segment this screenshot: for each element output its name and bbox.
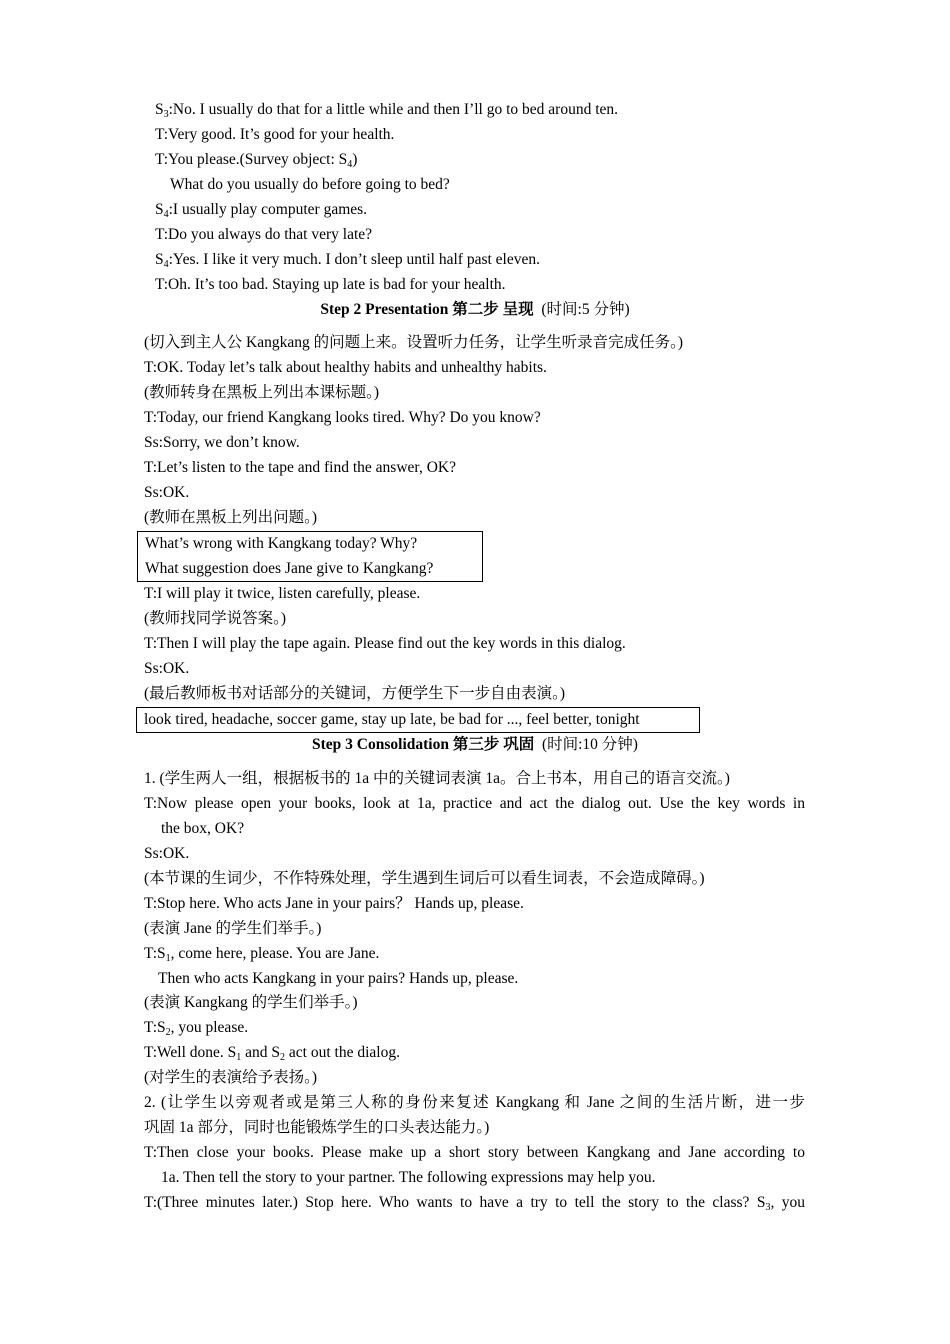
text-line: (切入到主人公 Kangkang 的问题上来。设置听力任务，让学生听录音完成任务。) xyxy=(144,334,684,351)
text-line: T:Then close your books. Please make up a short story between Kangkang and Jane according to xyxy=(144,1144,805,1161)
text-line: T:Now please open your books, look at 1a, practice and act the dialog out. Use the key words in xyxy=(144,795,805,812)
text-line: T:OK. Today let’s talk about healthy habits and unhealthy habits. xyxy=(144,359,547,376)
text-line xyxy=(144,1043,400,1063)
question-line: What’s wrong with Kangkang today? Why? xyxy=(145,535,418,552)
dialog-text: T:S xyxy=(144,945,166,962)
dialog-text: T:You please.(Survey object: S xyxy=(155,151,348,168)
dialog-text: T:S xyxy=(144,1019,166,1036)
dialog-text: ) xyxy=(352,151,358,168)
subscript: 3 xyxy=(163,109,169,120)
text-line: (教师找同学说答案。) xyxy=(144,610,287,627)
text-line: the box, OK? xyxy=(161,820,245,837)
text-line: 1a. Then tell the story to your partner. The following expressions may help you. xyxy=(161,1169,656,1186)
text-line: T:Today, our friend Kangkang looks tired. Why? Do you know? xyxy=(144,409,541,426)
text-line: Ss:OK. xyxy=(144,484,190,501)
dialog-text: T:(Three minutes later.) Stop here. Who wants to have a try to tell the story to the class? S xyxy=(144,1194,766,1211)
text-line: Ss:Sorry, we don’t know. xyxy=(144,434,300,451)
dialog-line: T:Very good. It’s good for your health. xyxy=(155,126,395,143)
dialog-text: :Yes. I like it very much. I don’t sleep until half past eleven. xyxy=(168,251,540,268)
text-line: Ss:OK. xyxy=(144,845,190,862)
question-line: What suggestion does Jane give to Kangkang? xyxy=(145,560,434,577)
step2-heading xyxy=(0,300,950,320)
subscript: 3 xyxy=(765,1202,771,1213)
subscript: 2 xyxy=(165,1027,171,1038)
text-line: (教师转身在黑板上列出本课标题。) xyxy=(144,384,380,401)
dialog-line: $S_3:No$. I usually do that for a little while and then I’ll go to bed around ten. xyxy=(155,101,619,120)
dialog-text: :I usually play computer games. xyxy=(168,201,368,218)
step-title: Step 3 Consolidation 第三步 巩固 xyxy=(312,736,535,753)
dialog-line: $S_4:Yes$. I like it very much. I don’t sleep until half past eleven. xyxy=(155,251,540,270)
step-time: (时间:10 分钟) xyxy=(541,736,638,753)
dialog-text: , you please. xyxy=(170,1019,249,1036)
text-line: (最后教师板书对话部分的关键词，方便学生下一步自由表演。) xyxy=(144,685,566,702)
text-line: (本节课的生词少，不作特殊处理，学生遇到生词后可以看生词表，不会造成障碍。) xyxy=(144,870,705,887)
text-line: T:Then I will play the tape again. Please find out the key words in this dialog. xyxy=(144,635,626,652)
dialog-text: , come here, please. You are Jane. xyxy=(170,945,380,962)
dialog-line: T:Oh. It’s too bad. Staying up late is bad for your health. xyxy=(155,276,506,293)
text-line: (对学生的表演给予表扬。) xyxy=(144,1069,318,1086)
text-line: T:I will play it twice, listen carefully, please. xyxy=(144,585,421,602)
subscript: 4 xyxy=(163,259,169,270)
subscript: 1 xyxy=(165,953,171,964)
subscript: 4 xyxy=(347,159,353,170)
step3-heading xyxy=(0,735,950,755)
text-line: (表演 Kangkang 的学生们举手。) xyxy=(144,994,358,1011)
subscript: 4 xyxy=(163,209,169,220)
text-line: Ss:OK. xyxy=(144,660,190,677)
step-time: (时间:5 分钟) xyxy=(541,301,630,318)
dialog-line: T:Do you always do that very late? xyxy=(155,226,373,243)
text-line: T:Let’s listen to the tape and find the answer, OK? xyxy=(144,459,456,476)
subscript: 1 xyxy=(236,1052,242,1063)
text-line xyxy=(144,1193,805,1213)
step-title: Step 2 Presentation 第二步 呈现 xyxy=(320,301,534,318)
text-line: (表演 Jane 的学生们举手。) xyxy=(144,920,322,937)
text-line: 1. (学生两人一组，根据板书的 1a 中的关键词表演 1a。合上书本，用自己的语言交流。) xyxy=(144,770,730,787)
dialog-text: , you xyxy=(770,1194,805,1211)
text-line xyxy=(144,944,379,964)
dialog-line: What do you usually do before going to bed? xyxy=(170,176,450,193)
dialog-line xyxy=(155,150,357,170)
dialog-text: and S xyxy=(241,1044,281,1061)
text-line xyxy=(144,1018,248,1038)
dialog-text: :No. I usually do that for a little while and then I’ll go to bed around ten. xyxy=(168,101,619,118)
text-line: T:Stop here. Who acts Jane in your pairs？ Hands up, please. xyxy=(144,895,524,912)
keywords-text: look tired, headache, soccer game, stay up late, be bad for ..., feel better, tonight xyxy=(144,711,640,728)
text-line: 巩固 1a 部分，同时也能锻炼学生的口头表达能力。) xyxy=(144,1119,490,1136)
dialog-text: act out the dialog. xyxy=(285,1044,400,1061)
text-line: (教师在黑板上列出问题。) xyxy=(144,509,318,526)
text-line: 2. (让学生以旁观者或是第三人称的身份来复述 Kangkang 和 Jane 之间的生活片断，进一步 xyxy=(144,1094,805,1111)
dialog-line: $S_4:I$ usually play computer games. xyxy=(155,201,368,220)
dialog-text: T:Well done. S xyxy=(144,1044,237,1061)
subscript: 2 xyxy=(280,1052,286,1063)
text-line: Then who acts Kangkang in your pairs? Hands up, please. xyxy=(158,970,519,987)
